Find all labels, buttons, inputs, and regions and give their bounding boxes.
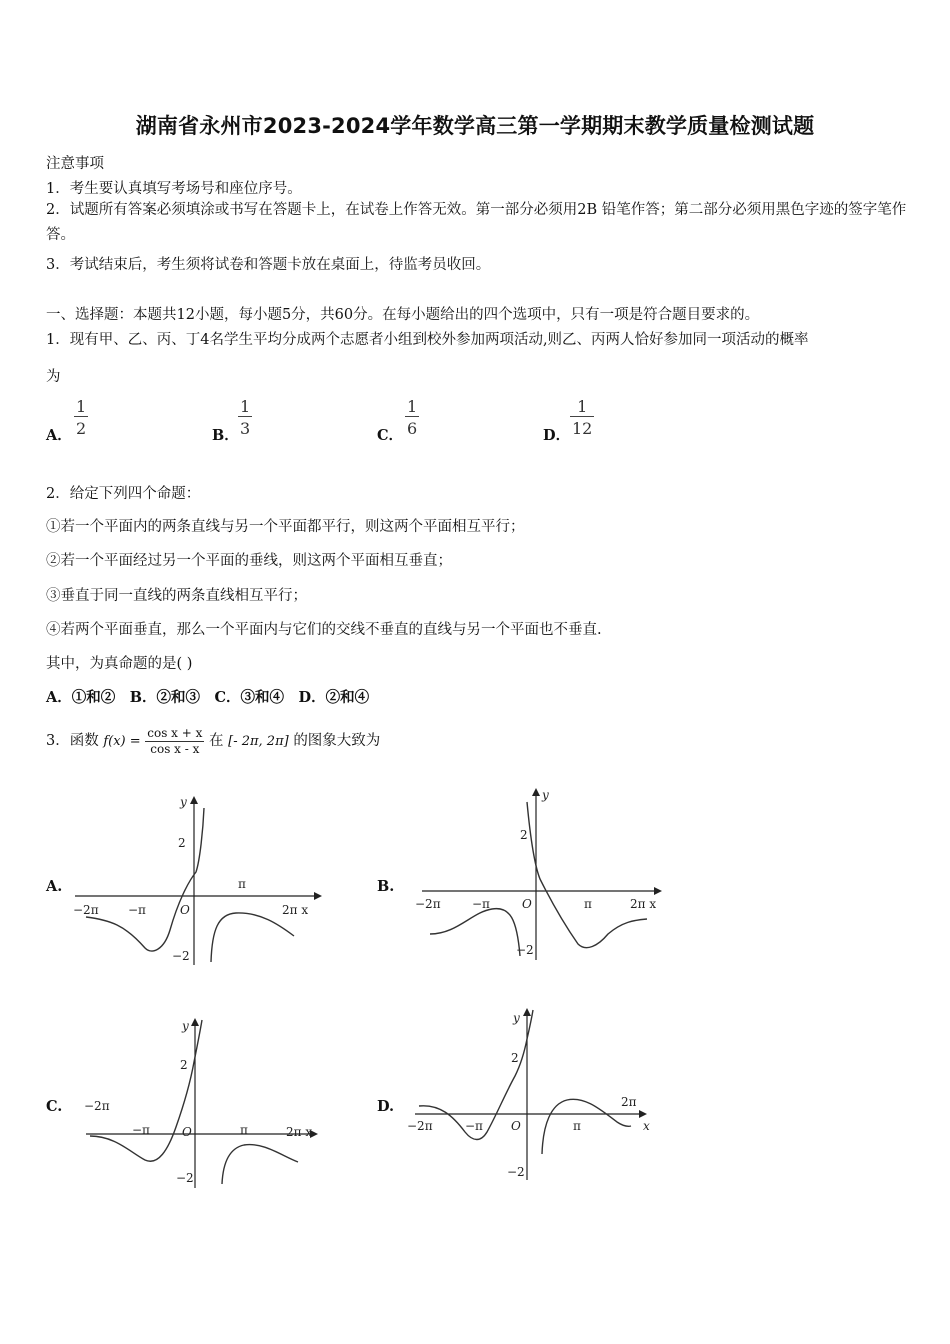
notice-heading: 注意事项 xyxy=(46,156,104,172)
q3-graph-b xyxy=(412,784,672,964)
y-axis-arrow xyxy=(523,1008,531,1016)
q3-function-numerator: cos x + x xyxy=(147,725,203,740)
q2-prop-1: ①若一个平面内的两条直线与另一个平面都平行，则这两个平面相互平行； xyxy=(46,519,525,535)
x-axis-arrow xyxy=(639,1110,647,1118)
notice-item-1: 1．考生要认真填写考场号和座位序号。 xyxy=(46,181,302,197)
q3-graph-d-label: D. xyxy=(377,1098,395,1115)
q1-option-d-label: D． xyxy=(543,427,571,444)
y-label: y xyxy=(182,1019,189,1033)
y-axis-arrow xyxy=(191,1018,199,1026)
y-tick-2: 2 xyxy=(180,1058,188,1072)
origin-label: O xyxy=(180,903,190,917)
notice-item-2: 2．试题所有答案必须填涂或书写在答题卡上，在试卷上作答无效。第一部分必须用2B 铅笔作答；第二部分必须用黑色字迹的签字笔作答。 xyxy=(46,202,907,243)
origin-label: O xyxy=(511,1119,521,1133)
y-tick-neg2: −2 xyxy=(516,943,534,957)
x-label: x xyxy=(643,1119,650,1133)
x-tick-negpi: −π xyxy=(128,903,146,917)
origin-label: O xyxy=(182,1125,192,1139)
q2-ask: 其中，为真命题的是( ) xyxy=(46,656,193,672)
q1-option-a-fraction xyxy=(74,397,88,438)
q3-function-denominator: cos x - x xyxy=(145,741,204,757)
q1-option-c-fraction xyxy=(405,397,419,438)
y-tick-neg2: −2 xyxy=(172,949,190,963)
x-tick-negpi: −π xyxy=(472,897,490,911)
x-axis-arrow xyxy=(654,887,662,895)
section-heading: 一、选择题：本题共12小题，每小题5分，共60分。在每小题给出的四个选项中，只有一项是符合题目要求的。 xyxy=(46,307,760,323)
y-label: y xyxy=(542,788,549,802)
y-label: y xyxy=(513,1011,520,1025)
fraction-denominator: 3 xyxy=(238,416,252,438)
q3-function-fraction xyxy=(145,726,204,757)
y-tick-neg2: −2 xyxy=(176,1171,194,1185)
page-title: 湖南省永州市2023-2024学年数学高三第一学期期末教学质量检测试题 xyxy=(135,114,815,138)
q2-stem: 2．给定下列四个命题： xyxy=(46,486,201,502)
y-tick-2: 2 xyxy=(520,828,528,842)
fraction-numerator: 1 xyxy=(407,397,418,416)
q2-prop-4: ④若两个平面垂直，那么一个平面内与它们的交线不垂直的直线与另一个平面也不垂直. xyxy=(46,622,602,638)
curve-left xyxy=(86,808,204,951)
q1-option-b-fraction xyxy=(238,397,252,438)
x-tick-neg2pi: −2π xyxy=(407,1119,433,1133)
fraction-denominator: 2 xyxy=(74,416,88,438)
y-axis-arrow xyxy=(190,796,198,804)
q3-graph-a xyxy=(70,790,330,970)
y-tick-2: 2 xyxy=(178,836,186,850)
q3-graph-a-label: A. xyxy=(46,878,63,895)
q1-option-c-label: C． xyxy=(377,427,404,444)
q3-prefix: 3．函数 xyxy=(46,733,99,749)
q2-options: A．①和② B．②和③ C．③和④ D．②和④ xyxy=(46,689,370,706)
x-tick-pi: π xyxy=(584,897,592,911)
q1-option-d-fraction xyxy=(570,397,594,438)
x-tick-neg2pi: −2π xyxy=(84,1099,110,1113)
x-tick-pi: π xyxy=(573,1119,581,1133)
q3-interval: [- 2π, 2π] xyxy=(228,734,289,749)
y-tick-2: 2 xyxy=(511,1051,519,1065)
curve-right xyxy=(527,802,647,948)
origin-label: O xyxy=(522,897,532,911)
q1-option-b-label: B． xyxy=(212,427,239,444)
x-axis-arrow xyxy=(314,892,322,900)
x-tick-2pi: 2π xyxy=(621,1095,637,1109)
x-tick-pi: π xyxy=(240,1123,248,1137)
notice-item-3: 3．考试结束后，考生须将试卷和答题卡放在桌面上，待监考员收回。 xyxy=(46,257,491,273)
y-axis-arrow xyxy=(532,788,540,796)
q1-stem-end: 为 xyxy=(46,369,61,385)
y-tick-neg2: −2 xyxy=(507,1165,525,1179)
fraction-numerator: 1 xyxy=(76,397,87,416)
q3-function-lhs: f(x) = xyxy=(103,734,141,749)
q3-graph-c-label: C. xyxy=(46,1098,63,1115)
x-tick-2pi: 2π x xyxy=(286,1125,313,1139)
x-tick-negpi: −π xyxy=(132,1123,150,1137)
q1-stem: 1．现有甲、乙、丙、丁4名学生平均分成两个志愿者小组到校外参加两项活动,则乙、丙两人恰好参加同一项活动的概率 xyxy=(46,332,809,348)
x-tick-2pi: 2π x xyxy=(282,903,309,917)
curve-left xyxy=(90,1020,202,1161)
fraction-numerator: 1 xyxy=(240,397,251,416)
x-tick-neg2pi: −2π xyxy=(73,903,99,917)
q1-option-a-label: A． xyxy=(46,427,72,444)
q2-prop-3: ③垂直于同一直线的两条直线相互平行； xyxy=(46,588,307,604)
q3-mid: 在 xyxy=(209,733,224,749)
curve-right xyxy=(542,1099,631,1154)
y-label: y xyxy=(180,795,187,809)
fraction-denominator: 6 xyxy=(405,416,419,438)
curve-right xyxy=(211,913,294,962)
x-tick-2pi: 2π x xyxy=(630,897,657,911)
x-tick-pi: π xyxy=(238,877,246,891)
x-tick-neg2pi: −2π xyxy=(415,897,441,911)
q3-suffix: 的图象大致为 xyxy=(293,733,381,749)
q2-prop-2: ②若一个平面经过另一个平面的垂线，则这两个平面相互垂直； xyxy=(46,553,452,569)
x-tick-negpi: −π xyxy=(465,1119,483,1133)
q3-stem xyxy=(46,724,380,759)
fraction-denominator: 12 xyxy=(570,416,594,438)
curve-left xyxy=(430,909,520,956)
q3-graph-d xyxy=(405,1004,665,1184)
q3-graph-c xyxy=(80,1012,340,1192)
q3-graph-b-label: B. xyxy=(377,878,395,895)
curve-right xyxy=(222,1145,298,1184)
fraction-numerator: 1 xyxy=(577,397,588,416)
